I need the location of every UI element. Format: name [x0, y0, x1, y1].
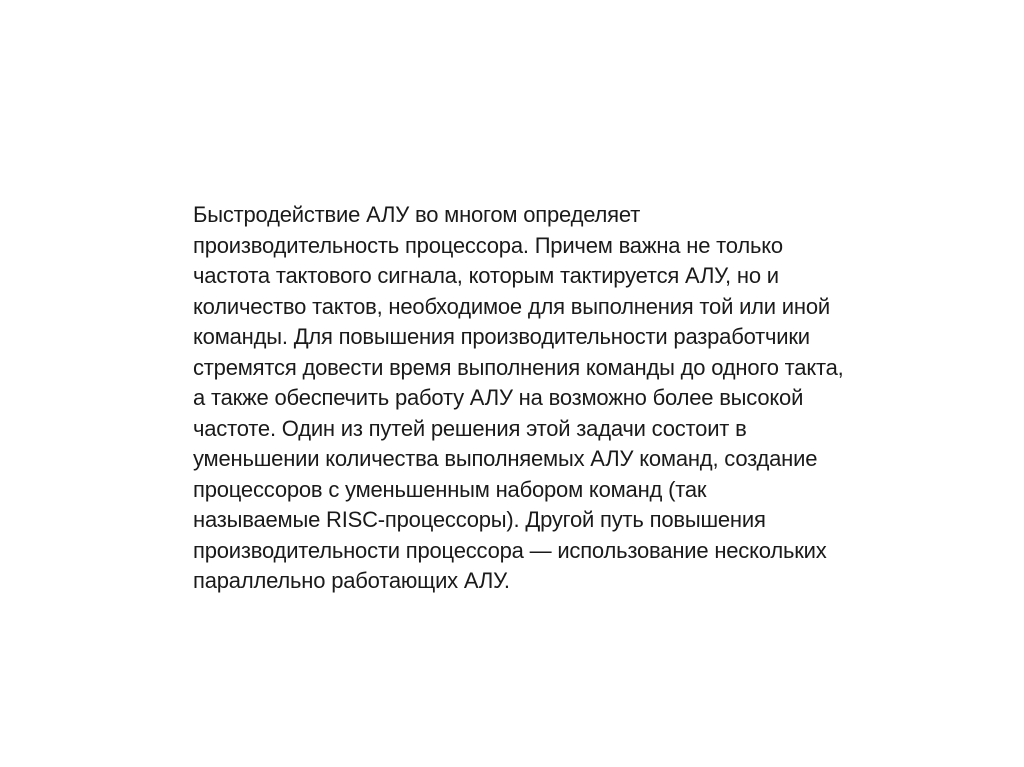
- text-line: частота тактового сигнала, которым тактируется АЛУ, но и: [193, 263, 779, 288]
- text-line: называемые RISC-процессоры). Другой путь повышения: [193, 507, 766, 532]
- text-line: производительность процессора. Причем важна не только: [193, 232, 783, 258]
- body-text: [193, 200, 913, 597]
- text-line: уменьшении количества выполняемых АЛУ команд, создание: [193, 446, 818, 471]
- text-line: а также обеспечить работу АЛУ на возможно более высокой: [193, 385, 804, 410]
- text-line: команды. Для повышения производительности разработчики: [193, 324, 810, 349]
- text-line: производительности процессора — использование нескольких: [193, 537, 827, 563]
- text-line: стремятся довести время выполнения команды до одного такта,: [193, 354, 844, 380]
- text-line: количество тактов, необходимое для выполнения той или иной: [193, 293, 830, 319]
- text-line: параллельно работающих АЛУ.: [193, 568, 510, 593]
- text-line: процессоров с уменьшенным набором команд (так: [193, 476, 707, 502]
- text-line: Быстродействие АЛУ во многом определяет: [193, 202, 641, 227]
- text-line: частоте. Один из путей решения этой задачи состоит в: [193, 415, 747, 441]
